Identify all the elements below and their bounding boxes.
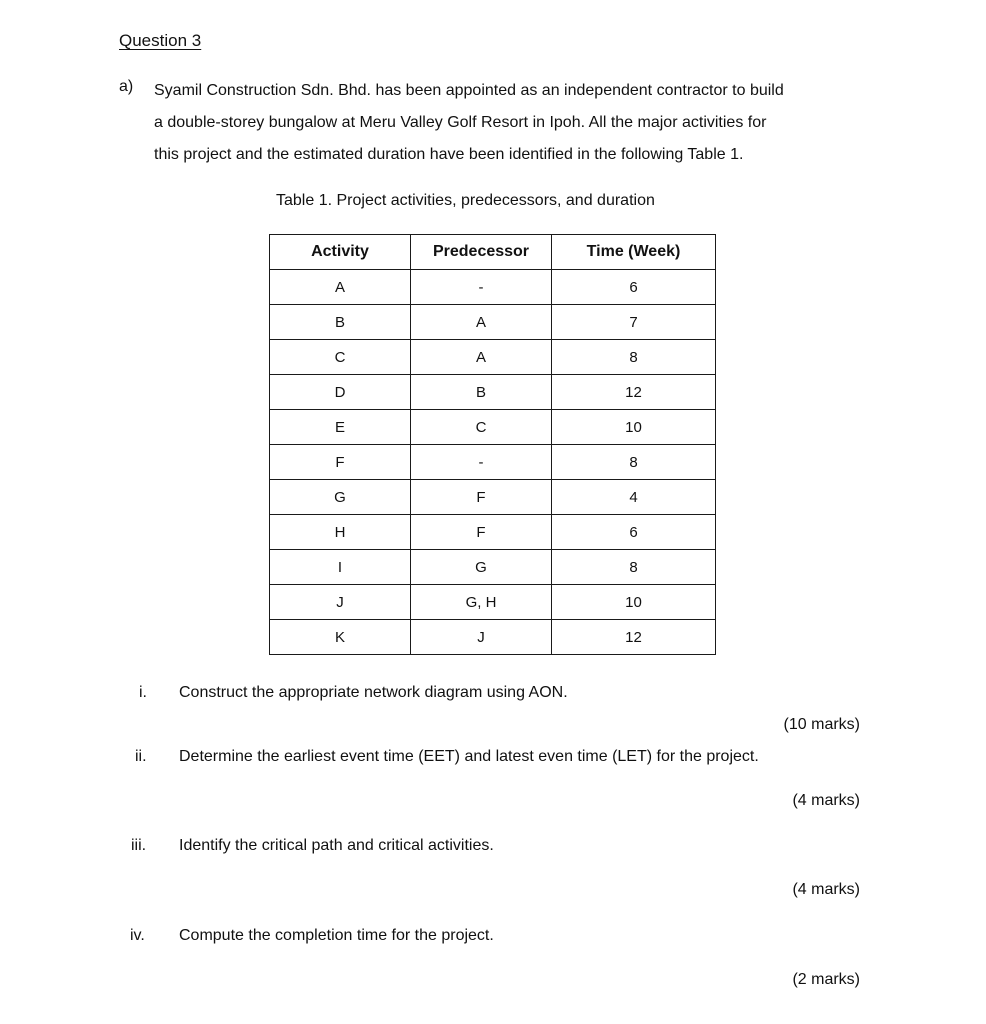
cell-predecessor: A	[411, 340, 552, 375]
table-row	[270, 445, 716, 480]
header-time: Time (Week)	[552, 235, 716, 270]
cell-predecessor: -	[411, 270, 552, 305]
cell-activity: D	[270, 375, 411, 410]
item-marks-iii: (4 marks)	[792, 881, 860, 898]
cell-predecessor: J	[411, 620, 552, 655]
item-numeral-iv: iv.	[130, 927, 145, 944]
item-text-iii: Identify the critical path and critical activities.	[179, 837, 494, 854]
cell-time: 10	[552, 410, 716, 445]
table-row	[270, 550, 716, 585]
table-row	[270, 270, 716, 305]
cell-activity: E	[270, 410, 411, 445]
table-row	[270, 305, 716, 340]
item-marks-i: (10 marks)	[783, 716, 860, 733]
cell-predecessor: F	[411, 480, 552, 515]
intro-paragraph	[154, 75, 874, 171]
cell-time: 10	[552, 585, 716, 620]
cell-predecessor: C	[411, 410, 552, 445]
cell-activity: I	[270, 550, 411, 585]
cell-activity: H	[270, 515, 411, 550]
cell-time: 8	[552, 340, 716, 375]
part-label: a)	[119, 78, 134, 95]
intro-line: a double-storey bungalow at Meru Valley Golf Resort in Ipoh. All the major activities for	[154, 114, 767, 131]
item-numeral-i: i.	[139, 684, 147, 701]
cell-time: 6	[552, 270, 716, 305]
item-numeral-iii: iii.	[131, 837, 147, 854]
cell-activity: K	[270, 620, 411, 655]
cell-activity: C	[270, 340, 411, 375]
table-row	[270, 340, 716, 375]
item-text-i: Construct the appropriate network diagram using AON.	[179, 684, 568, 701]
table-row	[270, 515, 716, 550]
cell-time: 12	[552, 620, 716, 655]
cell-predecessor: A	[411, 305, 552, 340]
cell-time: 6	[552, 515, 716, 550]
cell-time: 12	[552, 375, 716, 410]
item-marks-iv: (2 marks)	[792, 971, 860, 988]
cell-time: 4	[552, 480, 716, 515]
table-caption: Table 1. Project activities, predecessors, and duration	[276, 192, 655, 209]
cell-activity: F	[270, 445, 411, 480]
item-marks-ii: (4 marks)	[792, 792, 860, 809]
cell-activity: G	[270, 480, 411, 515]
activities-table	[269, 234, 716, 655]
cell-predecessor: G, H	[411, 585, 552, 620]
cell-time: 8	[552, 550, 716, 585]
cell-activity: A	[270, 270, 411, 305]
cell-predecessor: B	[411, 375, 552, 410]
cell-predecessor: F	[411, 515, 552, 550]
cell-time: 7	[552, 305, 716, 340]
cell-time: 8	[552, 445, 716, 480]
table-row	[270, 585, 716, 620]
table-row	[270, 480, 716, 515]
cell-activity: J	[270, 585, 411, 620]
question-heading: Question 3	[119, 31, 202, 50]
cell-predecessor: G	[411, 550, 552, 585]
item-text-iv: Compute the completion time for the project.	[179, 927, 494, 944]
header-predecessor: Predecessor	[411, 235, 552, 270]
table-row	[270, 410, 716, 445]
table-row	[270, 375, 716, 410]
intro-line: this project and the estimated duration have been identified in the following Table 1.	[154, 146, 744, 163]
item-text-ii: Determine the earliest event time (EET) and latest even time (LET) for the project.	[179, 748, 759, 765]
cell-predecessor: -	[411, 445, 552, 480]
intro-line: Syamil Construction Sdn. Bhd. has been appointed as an independent contractor to build	[154, 82, 784, 99]
header-activity: Activity	[270, 235, 411, 270]
item-numeral-ii: ii.	[135, 748, 147, 765]
table-row	[270, 620, 716, 655]
cell-activity: B	[270, 305, 411, 340]
table-header-row	[270, 235, 716, 270]
